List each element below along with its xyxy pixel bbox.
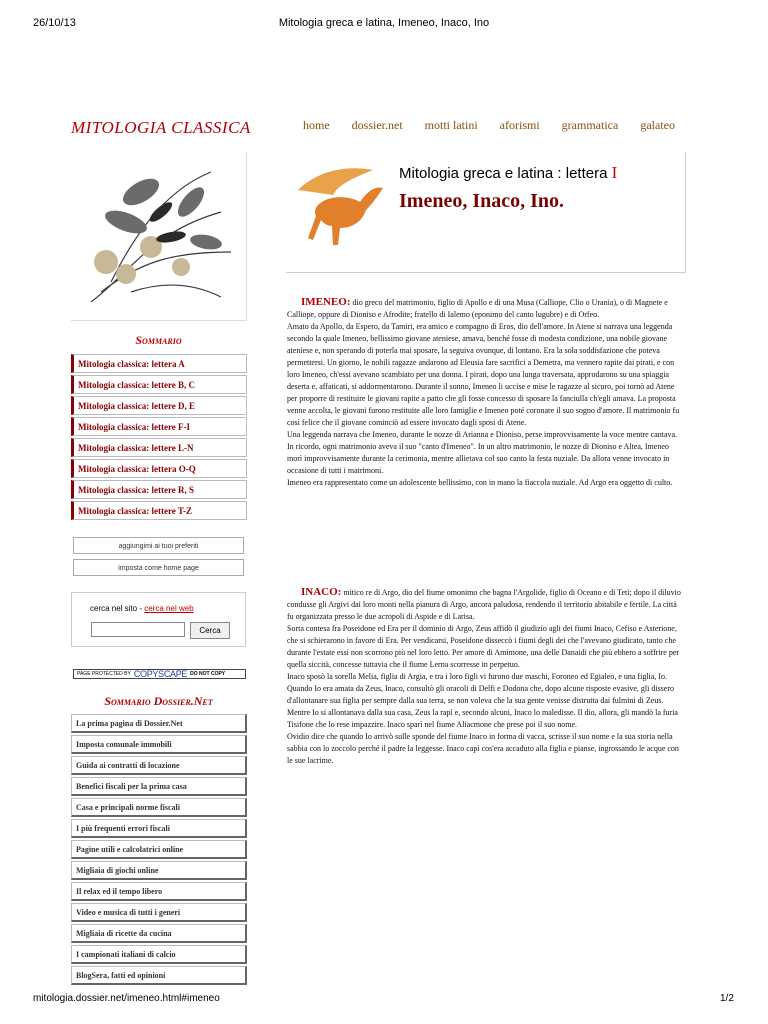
dossier-item[interactable]: Video e musica di tutti i generi — [71, 903, 247, 922]
nav-home[interactable]: home — [303, 118, 330, 132]
site-title[interactable]: MITOLOGIA CLASSICA — [71, 118, 251, 137]
dossier-item[interactable]: Pagine utili e calcolatrici online — [71, 840, 247, 859]
sommario-item[interactable]: Mitologia classica: lettere R, S — [71, 480, 247, 499]
banner-letter: I — [611, 163, 618, 182]
page-banner — [286, 152, 686, 273]
search-label: cerca nel sito - cerca nel web — [90, 604, 194, 613]
print-url: mitologia.dossier.net/imeneo.html#imeneo — [33, 993, 220, 1004]
dossier-item[interactable]: Imposta comunale immobili — [71, 735, 247, 754]
nav-aforismi[interactable]: aforismi — [499, 118, 540, 132]
imeneo-para: Una leggenda narrava che Imeneo, durante le nozze di Arianna e Dioniso, perse improvvisamente la voce mentre cantava. In ricordo, ogni matrimonio aveva il suo "canto d'Imeneo". In un altro matrimonio, le nozze di Dioniso e Altea, Imeneo morì improvvisamente durante la cerimonia, mentre allietava col suo canto la festa nuziale. Da allora venne invocato in occasione di tutti i matrimoni. — [287, 430, 678, 475]
inaco-para: Ovidio dice che quando Io arrivò sulle sponde del fiume Inaco in forma di vacca, scrisse il suo nome e la sua storia nella sabbia con lo zoccolo perché il padre la leggesse. Inaco capì cos'era accaduto alla figlia e pianse, ingrossando le acque con le sue lacrime. — [287, 732, 679, 765]
inaco-para: Sorta contesa fra Poseidone ed Era per il dominio di Argo, Zeus affidò il giudizio agli dei fiumi Inaco, Cefiso e Asterione, che si schierarono in favore di Era. Per vendicarsi, Poseidone disseccò i fiumi degli dei che l'avevano giudicato, tanto che durante l'estate essi non scorrono più nel loro letto. Per amore di Amimone, una delle Danaidi che più ebbero a soffrire per quella siccità, concesse tuttavia che il fiume Lerna scorresse in perpetuo. — [287, 624, 680, 669]
dossier-item[interactable]: Guida ai contratti di locazione — [71, 756, 247, 775]
dossier-item[interactable]: La prima pagina di Dossier.Net — [71, 714, 247, 733]
sommario-item[interactable]: Mitologia classica: lettera A — [71, 354, 247, 373]
dossier-item[interactable]: Il relax ed il tempo libero — [71, 882, 247, 901]
set-homepage-button[interactable]: imposta come home page — [73, 559, 244, 576]
sommario-heading: Sommario — [135, 333, 182, 347]
top-nav — [303, 118, 697, 133]
print-date: 26/10/13 — [33, 17, 76, 29]
imeneo-para: Imeneo era rappresentato come un adolescente bellissimo, con in mano la fiaccola nuziale. Ad Argo era oggetto di culto. — [287, 478, 673, 487]
sommario-item[interactable]: Mitologia classica: lettere T-Z — [71, 501, 247, 520]
sommario-item[interactable]: Mitologia classica: lettere D, E — [71, 396, 247, 415]
search-web-link[interactable]: cerca nel web — [144, 604, 194, 613]
copyscape-badge[interactable]: PAGE PROTECTED BY COPYSCAPE DO NOT COPY — [73, 669, 246, 679]
sommario-item[interactable]: Mitologia classica: lettere F-I — [71, 417, 247, 436]
dossier-item[interactable]: Casa e principali norme fiscali — [71, 798, 247, 817]
dossier-menu — [71, 714, 247, 987]
add-favorites-button[interactable]: aggiungimi ai tuoi preferiti — [73, 537, 244, 554]
imeneo-keyword: IMENEO: — [301, 296, 351, 308]
dossier-heading: Sommario Dossier.Net — [104, 694, 213, 708]
print-title: Mitologia greca e latina, Imeneo, Inaco, Ino — [278, 17, 490, 29]
nav-motti-latini[interactable]: motti latini — [424, 118, 478, 132]
search-input[interactable] — [91, 622, 185, 637]
inaco-para: Inaco sposò la sorella Melia, figlia di Argia, e tra i loro figli vi furono due maschi, Foroneo ed Egialeo, e una figlia, Io. Quando Io era amata da Zeus, Inaco, consultò gli oracoli di Delfi e Dodona che, dopo alcune risposte evasive, gli dissero d'allontanare sua figlia per sempre dalla sua terra, se non voleva che la sua gente venisse distrutta dai fulmini di Zeus. Mentre Io si allontanava dalla sua casa, Zeus la rapì e, secondo alcuni, Inaco lo maledisse. Il dio, allora, gli mandò la furia Tisifone che lo rese impazzire. Inaco sparì nel fiume Aliacmone che prese poi il suo nome. — [287, 672, 678, 729]
print-page-number: 1/2 — [720, 993, 734, 1004]
banner-title: Imeneo, Inaco, Ino. — [399, 190, 565, 212]
floral-logo-image — [71, 152, 247, 321]
search-box — [71, 592, 246, 647]
nav-galateo[interactable]: galateo — [640, 118, 675, 132]
inaco-keyword: INACO: — [301, 586, 342, 598]
dossier-item[interactable]: I campionati italiani di calcio — [71, 945, 247, 964]
dossier-item[interactable]: Migliaia di ricette da cucina — [71, 924, 247, 943]
imeneo-para: IMENEO: dio greco del matrimonio, figlio di Apollo e di una Musa (Calliope, Clio o Urania), o di Magnete e Calliope, oppure di Dioniso e Afrodite; fratello di Ialemo (eponimo del canto lugubre) e di Orfeo. — [287, 296, 668, 319]
imeneo-para: Amato da Apollo, da Espero, da Tamiri, era amico e compagno di Eros, dio dell'amore. In Atene si narrava una leggenda secondo la quale Imeneo, bellissimo giovane ateniese, amava, benché fosse di modesta condizione, una nobile giovane ateniese e, non sperando di poterla mai sposare, la seguiva ovunque, di lontano. Era la sola soddisfazione che poteva permettersi. Un giorno, le nobili ragazze andarono ad Eleusia fare sacrifici a Demetra, ma vennero rapite dai pirati, e con loro Imeneo, ch'essi avevano scambiato per una donna. I pirati, dopo una lunga traversata, approdarono su una spiaggia deserta e, affaticati, si addormentarono. Durante il sonno, Imeneo li uccise e mise le ragazze al sicuro, poi tornò ad Atene per proporre di restituire le giovani rapite a patto che gli fosse concesso di sposare la fanciulla ch'egli amava. La proposta venne accolta, le giovani furono restituite alle loro famiglie e Imeneo poté coronare il suo sogno d'amore. Il matrimonio fu così felice che il giovane cominciò ad essere invocato dagli sposi di Atene. — [287, 322, 680, 427]
search-button[interactable]: Cerca — [190, 622, 230, 639]
inaco-para: INACO: mitico re di Argo, dio del fiume omonimo che bagna l'Argolide, figlio di Oceano e di Teti; dopo il diluvio condusse gli Argivi dai loro monti nella pianura di Argo, ancora paludosa, rendendo il territorio abitabile e fertile. La città fu organizzata presso le due acropoli di Aspide e di Larisa. — [287, 586, 681, 621]
dossier-item[interactable]: I più frequenti errori fiscali — [71, 819, 247, 838]
sommario-item[interactable]: Mitologia classica: lettere B, C — [71, 375, 247, 394]
banner-subtitle: Mitologia greca e latina : lettera I — [399, 163, 618, 182]
sommario-item[interactable]: Mitologia classica: lettera O-Q — [71, 459, 247, 478]
nav-dossier[interactable]: dossier.net — [351, 118, 403, 132]
sommario-menu — [71, 354, 247, 522]
nav-grammatica[interactable]: grammatica — [561, 118, 619, 132]
sommario-item[interactable]: Mitologia classica: lettere L-N — [71, 438, 247, 457]
inaco-section — [287, 586, 685, 767]
imeneo-section — [287, 296, 685, 489]
pegasus-icon — [288, 160, 388, 250]
dossier-item[interactable]: Benefici fiscali per la prima casa — [71, 777, 247, 796]
dossier-item[interactable]: BlogSera, fatti ed opinioni — [71, 966, 247, 985]
dossier-item[interactable]: Migliaia di giochi online — [71, 861, 247, 880]
